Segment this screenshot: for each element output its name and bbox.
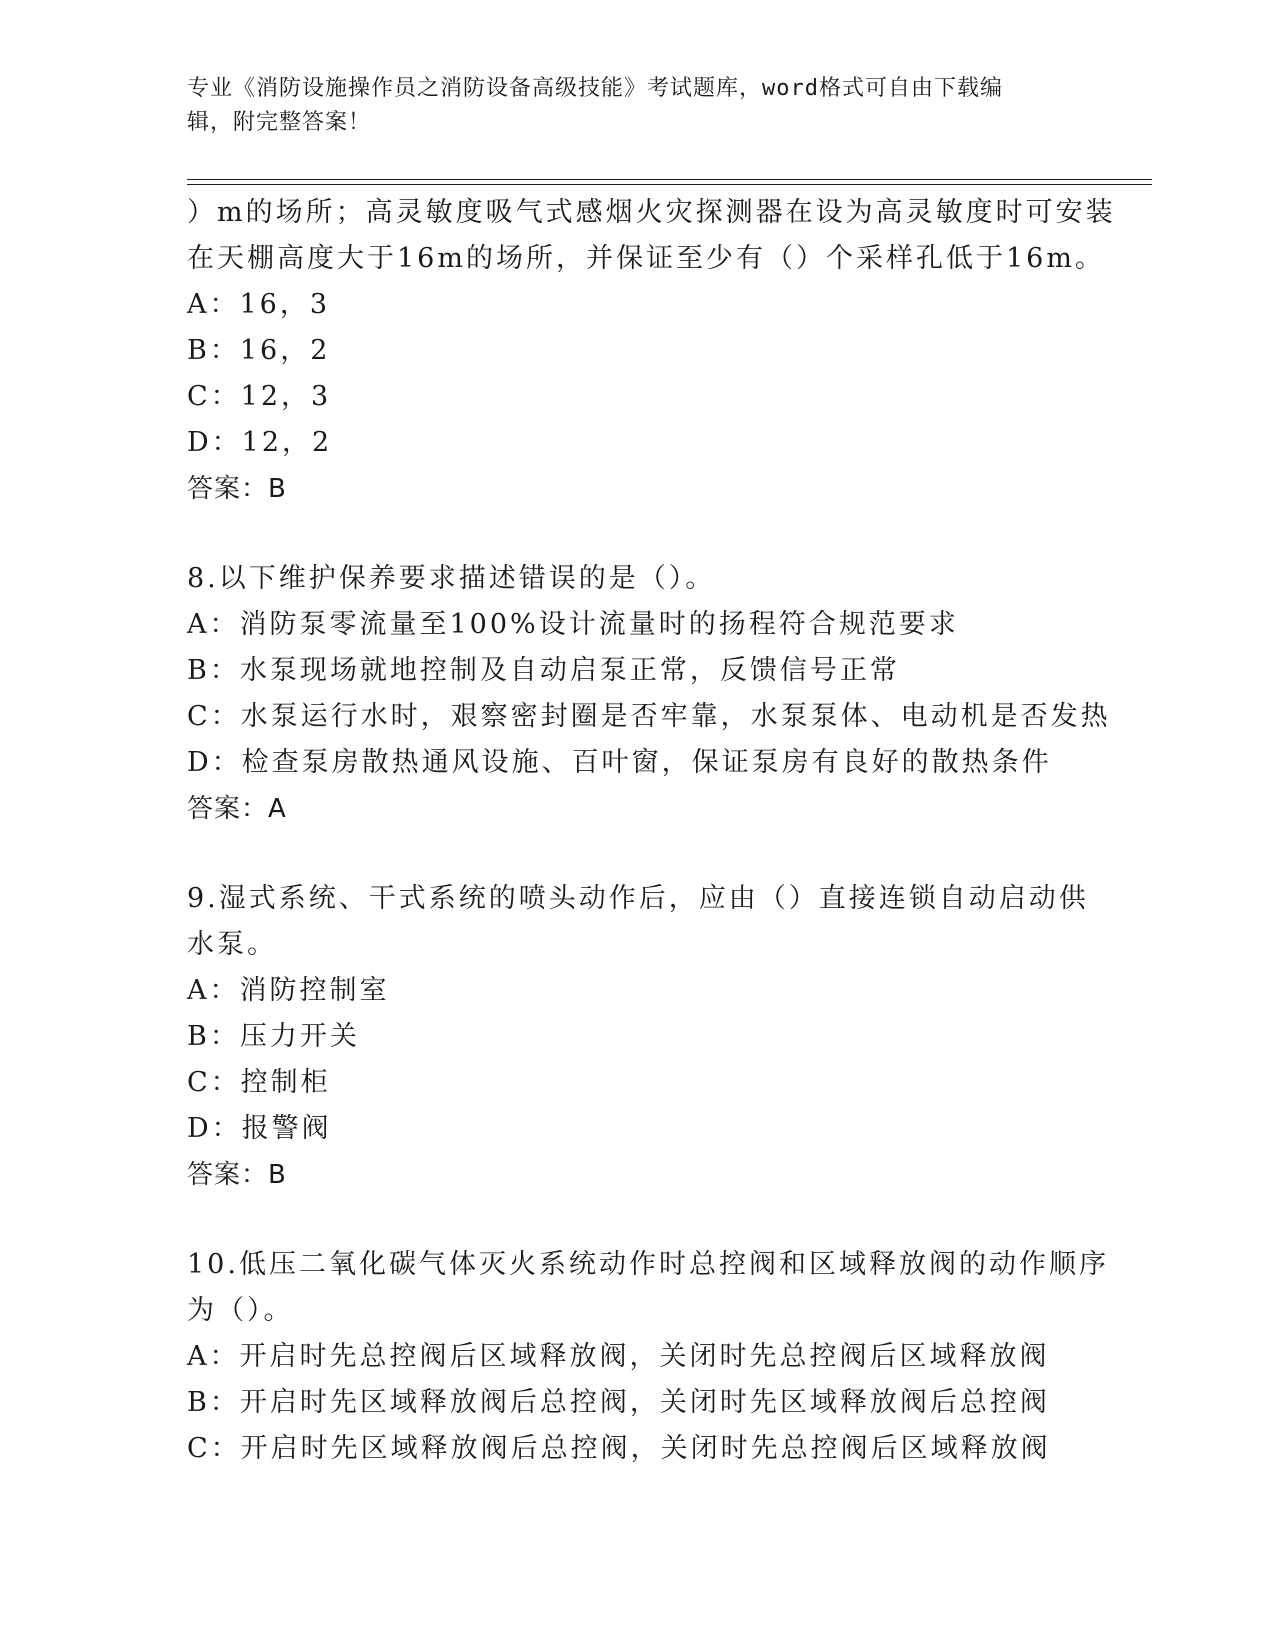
document-header	[187, 72, 1077, 140]
question-list	[187, 190, 1116, 1472]
answer-label: 答案：B	[187, 1160, 287, 1190]
answer-label: 答案：A	[187, 794, 287, 824]
option-a: A：消防控制室	[187, 975, 390, 1006]
option-c: C：控制柜	[187, 1067, 331, 1098]
question-8	[187, 556, 1111, 832]
question-stem: 水泵。	[187, 929, 277, 960]
option-b: B：16，2	[187, 335, 331, 366]
option-a: A：消防泵零流量至100%设计流量时的扬程符合规范要求	[187, 609, 959, 640]
question-stem: 10.低压二氧化碳气体灭火系统动作时总控阀和区域释放阀的动作顺序	[187, 1249, 1109, 1280]
answer-label: 答案：B	[187, 474, 287, 504]
question-stem: 9.湿式系统、干式系统的喷头动作后，应由（）直接连锁自动启动供	[187, 883, 1089, 914]
option-c: C：水泵运行水时，艰察密封圈是否牢靠，水泵泵体、电动机是否发热	[187, 701, 1111, 732]
header-line-1: 专业《消防设施操作员之消防设备高级技能》考试题库，word格式可自由下载编	[187, 76, 1003, 101]
question-9	[187, 876, 1087, 1198]
question-stem: ）m的场所；高灵敏度吸气式感烟火灾探测器在设为高灵敏度时可安装	[187, 197, 1116, 228]
option-c: C：开启时先区域释放阀后总控阀，关闭时先总控阀后区域释放阀	[187, 1433, 1051, 1464]
question-stem: 为（）。	[187, 1295, 294, 1326]
option-b: B：开启时先区域释放阀后总控阀，关闭时先区域释放阀后总控阀	[187, 1387, 1050, 1418]
question-10	[187, 1242, 1109, 1472]
header-line-2: 辑，附完整答案！	[187, 110, 372, 135]
option-a: A：开启时先总控阀后区域释放阀，关闭时先总控阀后区域释放阀	[187, 1341, 1050, 1372]
question-stem: 在天棚高度大于16m的场所，并保证至少有（）个采样孔低于16m。	[187, 243, 1105, 274]
option-d: D：检查泵房散热通风设施、百叶窗，保证泵房有良好的散热条件	[187, 747, 1052, 778]
option-c: C：12，3	[187, 381, 332, 412]
option-b: B：水泵现场就地控制及自动启泵正常，反馈信号正常	[187, 655, 900, 686]
option-a: A：16，3	[187, 289, 331, 320]
question-stem: 8.以下维护保养要求描述错误的是（）。	[187, 563, 716, 594]
question-7	[187, 190, 1116, 512]
header-divider-top	[187, 179, 1152, 180]
header-divider-bottom	[187, 184, 1152, 185]
option-d: D：12，2	[187, 427, 333, 458]
option-d: D：报警阀	[187, 1113, 332, 1144]
option-b: B：压力开关	[187, 1021, 360, 1052]
